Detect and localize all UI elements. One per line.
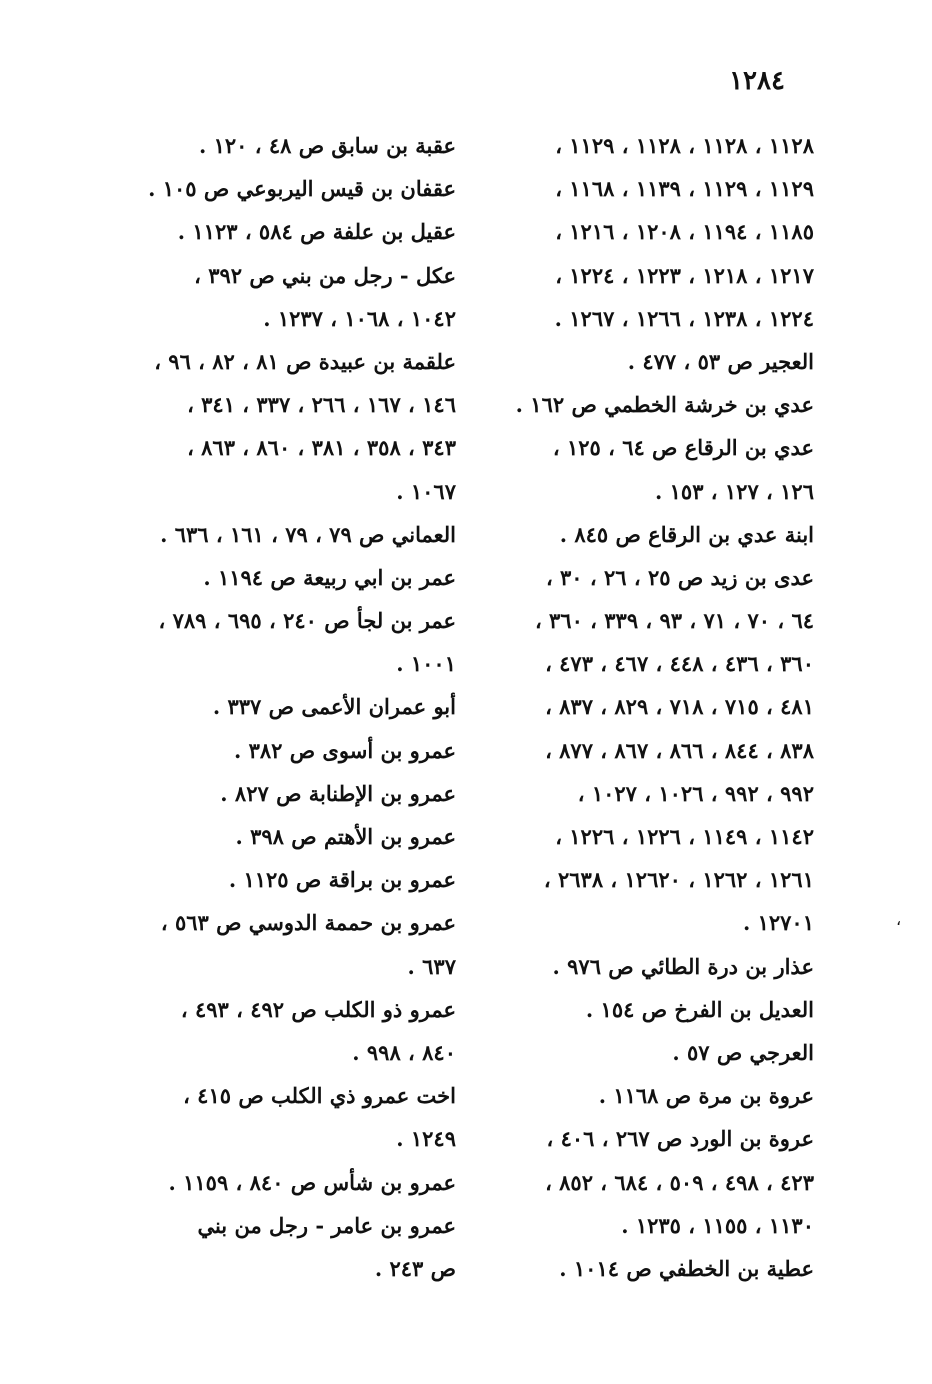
- page-number: ١٢٨٤: [729, 66, 785, 96]
- index-entry-line: ١٢٤٩ .: [396, 1126, 456, 1152]
- index-entry-line: ص ٢٤٣ .: [374, 1255, 456, 1281]
- index-entry-line: ٦٤ ، ٧٠ ، ٧١ ، ٩٣ ، ٣٣٩ ، ٣٦٠ ،: [534, 608, 814, 634]
- index-entry-line: عروة بن مرة ص ١١٦٨ .: [598, 1083, 814, 1109]
- index-entry-line: ١٠٤٢ ، ١٠٦٨ ، ١٢٣٧ .: [263, 305, 456, 331]
- index-entry-line: عذار بن درة الطائي ص ٩٧٦ .: [552, 953, 814, 979]
- index-entry-line: عمرو بن عامر - رجل من بني: [197, 1212, 456, 1238]
- index-entry-line: العديل بن الفرخ ص ١٥٤ .: [585, 996, 814, 1022]
- index-entry-line: عمرو بن شأس ص ٨٤٠ ، ١١٥٩ .: [168, 1169, 456, 1195]
- index-entry-line: ١٢١٧ ، ١٢١٨ ، ١٢٢٣ ، ١٢٢٤ ،: [555, 262, 814, 288]
- index-entry-line: ٨٤٠ ، ٩٩٨ .: [352, 1039, 456, 1065]
- index-entry-line: ١١٣٠ ، ١١٥٥ ، ١٢٣٥ .: [621, 1212, 814, 1238]
- index-entry-line: عدي بن خرشة الخطمي ص ١٦٢ .: [515, 392, 814, 418]
- index-entry-line: ٨٣٨ ، ٨٤٤ ، ٨٦٦ ، ٨٦٧ ، ٨٧٧ ،: [545, 737, 814, 763]
- index-entry-line: العجير ص ٥٣ ، ٤٧٧ .: [627, 348, 814, 374]
- index-entry-line: ١٠٦٧ .: [396, 478, 456, 504]
- index-entry-line: ٦٣٧ .: [407, 953, 456, 979]
- index-entry-line: عكل - رجل من بني ص ٣٩٢ ،: [194, 262, 456, 288]
- index-entry-line: ١٠٠١ .: [396, 651, 456, 677]
- index-entry-line: عروة بن الورد ص ٢٦٧ ، ٤٠٦ ،: [546, 1126, 814, 1152]
- index-entry-line: ٣٦٠ ، ٤٣٦ ، ٤٤٨ ، ٤٦٧ ، ٤٧٣ ،: [545, 651, 814, 677]
- index-entry-line: عدى بن زيد ص ٢٥ ، ٢٦ ، ٣٠ ،: [545, 564, 814, 590]
- index-entry-line: ١٤٦ ، ١٦٧ ، ٢٦٦ ، ٣٣٧ ، ٣٤١ ،: [187, 392, 456, 418]
- index-entry-line: عمرو ذو الكلب ص ٤٩٢ ، ٤٩٣ ،: [180, 996, 456, 1022]
- margin-mark: ،: [896, 910, 902, 929]
- index-entry-line: عمر بن ابي ربيعة ص ١١٩٤ .: [203, 564, 456, 590]
- index-entry-line: عمرو بن الإطنابة ص ٨٢٧ .: [220, 780, 456, 806]
- index-entry-line: أبو عمران الأعمى ص ٣٣٧ .: [212, 694, 456, 720]
- index-entry-line: ١١٨٥ ، ١١٩٤ ، ١٢٠٨ ، ١٢١٦ ،: [555, 219, 814, 245]
- index-entry-line: ١١٢٨ ، ١١٢٨ ، ١١٢٨ ، ١١٢٩ ،: [555, 133, 814, 158]
- index-entry-line: عمرو بن حممة الدوسي ص ٥٦٣ ،: [160, 910, 456, 936]
- index-entry-line: ٤٨١ ، ٧١٥ ، ٧١٨ ، ٨٢٩ ، ٨٣٧ ،: [545, 694, 814, 720]
- index-entry-line: عمرو بن براقة ص ١١٢٥ .: [228, 867, 456, 893]
- index-entry-line: ٩٩٢ ، ٩٩٢ ، ١٠٢٦ ، ١٠٢٧ ،: [577, 780, 814, 806]
- index-column-left: [128, 124, 456, 1290]
- index-entry-line: عطية بن الخطفي ص ١٠١٤ .: [559, 1255, 814, 1281]
- index-entry-line: اخت عمرو ذي الكلب ص ٤١٥ ،: [183, 1083, 456, 1109]
- index-column-right: [488, 124, 814, 1290]
- index-entry-line: ٣٤٣ ، ٣٥٨ ، ٣٨١ ، ٨٦٠ ، ٨٦٣ ،: [187, 435, 456, 461]
- index-entry-line: عمر بن لجأ ص ٢٤٠ ، ٦٩٥ ، ٧٨٩ ،: [158, 608, 456, 634]
- index-entry-line: عقفان بن قيس اليربوعي ص ١٠٥ .: [148, 176, 456, 202]
- index-entry-line: ١٢٦١ ، ١٢٦٢ ، ١٢٦٢٠ ، ٢٦٣٨ ،: [543, 867, 814, 893]
- index-entry-line: علقمة بن عبيدة ص ٨١ ، ٨٢ ، ٩٦ ،: [154, 348, 456, 374]
- index-entry-line: ٤٢٣ ، ٤٩٨ ، ٥٠٩ ، ٦٨٤ ، ٨٥٢ ،: [545, 1169, 814, 1195]
- index-entry-line: عمرو بن أسوى ص ٣٨٢ .: [233, 737, 456, 763]
- index-entry-line: عقبة بن سابق ص ٤٨ ، ١٢٠ .: [198, 133, 456, 158]
- index-entry-line: ١٢٢٤ ، ١٢٣٨ ، ١٢٦٦ ، ١٢٦٧ .: [554, 305, 814, 331]
- index-entry-line: ١١٤٢ ، ١١٤٩ ، ١٢٢٦ ، ١٢٢٦ ،: [555, 824, 814, 849]
- index-entry-line: عدي بن الرقاع ص ٦٤ ، ١٢٥ ،: [552, 435, 814, 461]
- index-entry-line: ١٢٦ ، ١٢٧ ، ١٥٣ .: [655, 478, 814, 504]
- index-entry-line: ١١٢٩ ، ١١٢٩ ، ١١٣٩ ، ١١٦٨ ،: [555, 176, 814, 202]
- index-entry-line: عمرو بن الأهتم ص ٣٩٨ .: [235, 824, 456, 849]
- index-entry-line: عقيل بن علفة ص ٥٨٤ ، ١١٢٣ .: [177, 219, 456, 245]
- index-entry-line: ابنة عدي بن الرقاع ص ٨٤٥ .: [559, 521, 814, 547]
- index-entry-line: ١٢٧٠١ .: [742, 910, 814, 936]
- index-entry-line: العماني ص ٧٩ ، ٧٩ ، ١٦١ ، ٦٣٦ .: [160, 521, 456, 547]
- index-entry-line: العرجي ص ٥٧ .: [672, 1039, 814, 1065]
